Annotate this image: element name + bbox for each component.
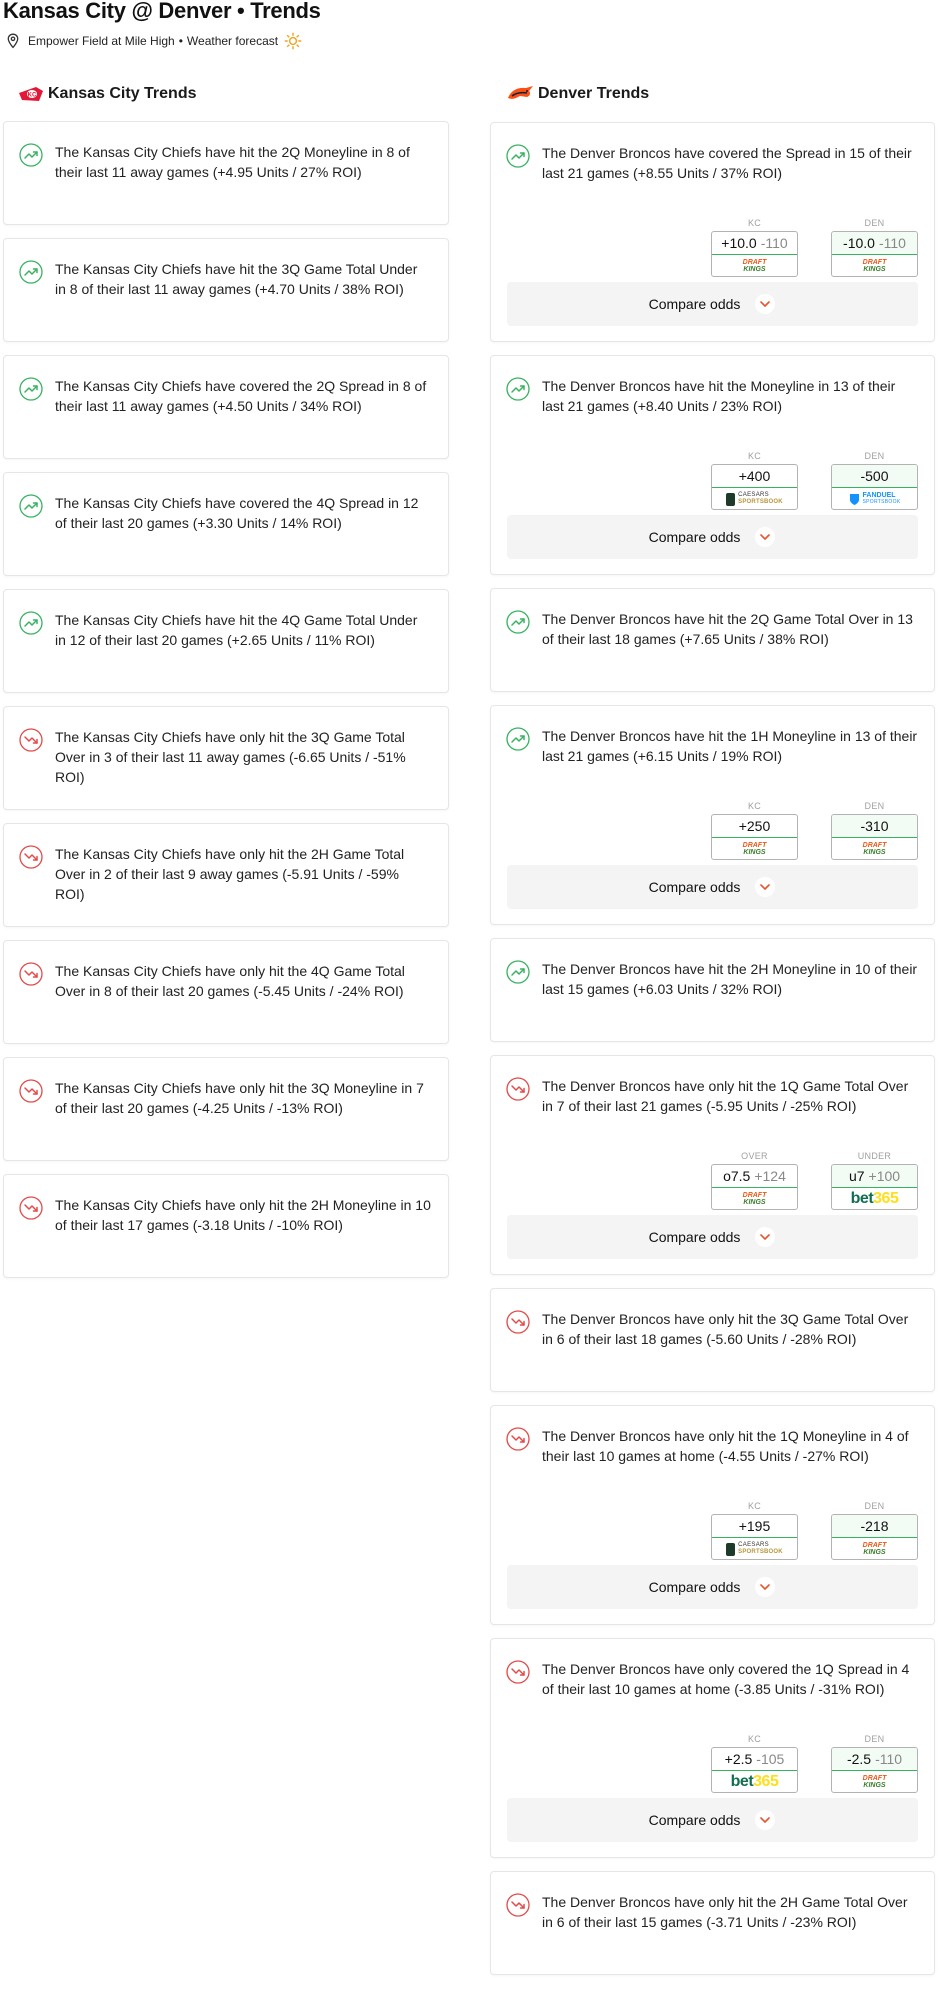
sportsbook bbox=[712, 1188, 797, 1210]
weather-forecast-link[interactable]: Weather forecast bbox=[186, 34, 279, 48]
odds-line: u7 bbox=[848, 1168, 865, 1184]
chevron-down-icon bbox=[754, 1226, 776, 1248]
sportsbook bbox=[832, 488, 917, 510]
trend-card bbox=[3, 355, 449, 459]
odds-box[interactable] bbox=[831, 1747, 918, 1793]
trend-text: The Kansas City Chiefs have hit the 4Q Game Total Under in 12 of their last 20 games (+2.65 Units / 11% ROI) bbox=[55, 612, 418, 648]
caesars-logo-line1: CAESARS bbox=[738, 492, 769, 498]
sportsbook bbox=[832, 1771, 917, 1793]
trend-card bbox=[3, 589, 449, 693]
odds-value bbox=[832, 1748, 917, 1771]
odds-value bbox=[712, 1165, 797, 1188]
odds-value bbox=[832, 465, 917, 488]
trend-up-icon bbox=[19, 260, 43, 284]
trend-text: The Denver Broncos have only covered the 1Q Spread in 4 of their last 10 games at home (-3.85 Units / -31% ROI) bbox=[542, 1661, 910, 1697]
trend-text: The Denver Broncos have only hit the 1Q Moneyline in 4 of their last 10 games at home (-4.55 Units / -27% ROI) bbox=[542, 1428, 909, 1464]
odds-box[interactable] bbox=[711, 1164, 798, 1210]
fanduel-shield-icon bbox=[849, 493, 860, 506]
draftkings-logo-line2: KINGS bbox=[743, 266, 766, 273]
compare-odds-label: Compare odds bbox=[648, 1812, 741, 1828]
chevron-down-icon bbox=[754, 876, 776, 898]
chiefs-logo-icon bbox=[18, 84, 44, 104]
venue-line bbox=[6, 32, 302, 50]
odds-box[interactable] bbox=[831, 1514, 918, 1560]
bet365-logo-line2: 365 bbox=[753, 1773, 779, 1790]
trend-text: The Kansas City Chiefs have only hit the 2H Moneyline in 10 of their last 17 games (-3.18 Units / -10% ROI) bbox=[55, 1197, 431, 1233]
odds-box[interactable] bbox=[711, 231, 798, 277]
trend-text: The Kansas City Chiefs have covered the 4Q Spread in 12 of their last 20 games (+3.30 Units / 14% ROI) bbox=[55, 495, 419, 531]
caesars-crest-icon bbox=[726, 493, 735, 506]
draftkings-logo bbox=[863, 1542, 887, 1556]
trend-up-icon bbox=[19, 611, 43, 635]
odds-box[interactable] bbox=[831, 464, 918, 510]
draftkings-logo-line2: KINGS bbox=[863, 1549, 886, 1556]
compare-odds-button[interactable] bbox=[507, 1565, 918, 1609]
trend-text: The Kansas City Chiefs have only hit the 3Q Moneyline in 7 of their last 20 games (-4.25 Units / -13% ROI) bbox=[55, 1080, 424, 1116]
compare-odds-button[interactable] bbox=[507, 865, 918, 909]
chevron-down-icon bbox=[754, 1809, 776, 1831]
odds-label: KC bbox=[747, 1501, 762, 1511]
odds-label: DEN bbox=[864, 218, 885, 228]
sun-icon bbox=[284, 32, 302, 50]
draftkings-logo-line2: KINGS bbox=[863, 266, 886, 273]
compare-odds-button[interactable] bbox=[507, 1215, 918, 1259]
trend-card bbox=[490, 122, 935, 342]
odds-value bbox=[832, 232, 917, 255]
odds-box[interactable] bbox=[711, 1514, 798, 1560]
trend-down-icon bbox=[506, 1077, 530, 1101]
compare-odds-button[interactable] bbox=[507, 515, 918, 559]
odds-button-kc[interactable] bbox=[711, 450, 798, 510]
trend-down-icon bbox=[19, 845, 43, 869]
odds-value bbox=[712, 1515, 797, 1538]
compare-odds-label: Compare odds bbox=[648, 879, 741, 895]
odds-line: o7.5 bbox=[723, 1168, 751, 1184]
chevron-down-icon bbox=[754, 1576, 776, 1598]
sportsbook bbox=[712, 255, 797, 277]
kc-column-title: Kansas City Trends bbox=[48, 85, 197, 102]
draftkings-logo-line2: KINGS bbox=[863, 1782, 886, 1789]
trend-text: The Denver Broncos have only hit the 2H Game Total Over in 6 of their last 15 games (-3.71 Units / -23% ROI) bbox=[542, 1894, 908, 1930]
draftkings-logo bbox=[863, 259, 887, 273]
caesars-logo-line2: SPORTSBOOK bbox=[738, 499, 783, 505]
odds-label: DEN bbox=[864, 451, 885, 461]
odds-value bbox=[832, 1165, 917, 1188]
draftkings-logo-line2: KINGS bbox=[863, 849, 886, 856]
odds-button-kc[interactable] bbox=[711, 1500, 798, 1560]
trend-down-icon bbox=[19, 728, 43, 752]
compare-odds-label: Compare odds bbox=[648, 296, 741, 312]
trend-card bbox=[3, 940, 449, 1044]
odds-label: KC bbox=[747, 218, 762, 228]
odds-label: OVER bbox=[741, 1151, 768, 1161]
odds-box[interactable] bbox=[711, 1747, 798, 1793]
trend-up-icon bbox=[506, 377, 530, 401]
kc-column-header bbox=[18, 82, 197, 106]
bet365-logo-line1: bet bbox=[850, 1190, 874, 1207]
trend-card bbox=[3, 238, 449, 342]
odds-label: DEN bbox=[864, 801, 885, 811]
odds-price: -110 bbox=[875, 1751, 903, 1767]
odds-button-den[interactable] bbox=[831, 450, 918, 510]
bet365-logo-line1: bet bbox=[730, 1773, 754, 1790]
draftkings-logo-line1: DRAFT bbox=[742, 259, 767, 266]
trend-down-icon bbox=[506, 1310, 530, 1334]
trend-text: The Denver Broncos have only hit the 1Q Game Total Over in 7 of their last 21 games (-5.95 Units / -25% ROI) bbox=[542, 1078, 909, 1114]
trend-card bbox=[3, 706, 449, 810]
odds-line: +400 bbox=[738, 468, 771, 484]
trend-card bbox=[490, 355, 935, 575]
broncos-logo-icon bbox=[506, 84, 534, 104]
trend-card bbox=[490, 1288, 935, 1392]
odds-value bbox=[712, 815, 797, 838]
draftkings-logo-line1: DRAFT bbox=[862, 259, 887, 266]
sportsbook bbox=[832, 1188, 917, 1210]
trend-up-icon bbox=[19, 377, 43, 401]
caesars-crest-icon bbox=[726, 1543, 735, 1556]
trend-up-icon bbox=[19, 494, 43, 518]
odds-value bbox=[832, 815, 917, 838]
trend-card bbox=[3, 121, 449, 225]
trend-text: The Denver Broncos have hit the 1H Moneyline in 13 of their last 21 games (+6.15 Units / 19% ROI) bbox=[542, 728, 918, 764]
draftkings-logo-line1: DRAFT bbox=[862, 1775, 887, 1782]
trend-text: The Denver Broncos have only hit the 3Q Game Total Over in 6 of their last 18 games (-5.60 Units / -28% ROI) bbox=[542, 1311, 909, 1347]
odds-label: UNDER bbox=[857, 1151, 892, 1161]
odds-value bbox=[712, 1748, 797, 1771]
odds-line: +10.0 bbox=[721, 235, 757, 251]
sportsbook bbox=[712, 1771, 797, 1793]
odds-value bbox=[712, 232, 797, 255]
odds-box[interactable] bbox=[711, 814, 798, 860]
trend-card bbox=[490, 705, 935, 925]
sportsbook bbox=[712, 488, 797, 510]
chevron-down-icon bbox=[754, 526, 776, 548]
fanduel-logo bbox=[849, 492, 901, 506]
odds-box[interactable] bbox=[831, 1164, 918, 1210]
odds-button-kc[interactable] bbox=[711, 1733, 798, 1793]
bet365-logo bbox=[851, 1190, 899, 1208]
trend-up-icon bbox=[506, 144, 530, 168]
trend-text: The Kansas City Chiefs have hit the 3Q Game Total Under in 8 of their last 11 away games (+4.70 Units / 38% ROI) bbox=[55, 261, 418, 297]
odds-box[interactable] bbox=[831, 814, 918, 860]
trend-down-icon bbox=[19, 1196, 43, 1220]
draftkings-logo-line2: KINGS bbox=[743, 849, 766, 856]
sportsbook bbox=[712, 838, 797, 860]
odds-value bbox=[832, 1515, 917, 1538]
odds-line: -218 bbox=[860, 1518, 889, 1534]
den-column-title: Denver Trends bbox=[538, 85, 650, 102]
sportsbook bbox=[832, 838, 917, 860]
draftkings-logo-line2: KINGS bbox=[743, 1199, 766, 1206]
fanduel-logo-line2: SPORTSBOOK bbox=[862, 499, 901, 505]
trend-card bbox=[490, 1638, 935, 1858]
trend-card bbox=[3, 823, 449, 927]
venue-separator: • bbox=[178, 34, 183, 48]
odds-value bbox=[712, 465, 797, 488]
trend-card bbox=[3, 1174, 449, 1278]
den-column-header bbox=[506, 82, 649, 106]
sportsbook bbox=[832, 1538, 917, 1560]
odds-price: -110 bbox=[878, 235, 906, 251]
trend-down-icon bbox=[19, 1079, 43, 1103]
trend-up-icon bbox=[506, 610, 530, 634]
bet365-logo-line2: 365 bbox=[873, 1190, 899, 1207]
draftkings-logo bbox=[863, 1775, 887, 1789]
bet365-logo bbox=[731, 1773, 779, 1791]
odds-button-den[interactable] bbox=[831, 217, 918, 277]
trend-text: The Denver Broncos have hit the 2H Moneyline in 10 of their last 15 games (+6.03 Units / 32% ROI) bbox=[542, 961, 918, 997]
odds-line: +195 bbox=[738, 1518, 771, 1534]
odds-box[interactable] bbox=[711, 464, 798, 510]
draftkings-logo bbox=[743, 1192, 767, 1206]
trend-up-icon bbox=[506, 727, 530, 751]
compare-odds-label: Compare odds bbox=[648, 1229, 741, 1245]
trend-text: The Kansas City Chiefs have hit the 2Q Moneyline in 8 of their last 11 away games (+4.95 Units / 27% ROI) bbox=[55, 144, 410, 180]
odds-label: KC bbox=[747, 1734, 762, 1744]
odds-label: DEN bbox=[864, 1734, 885, 1744]
trend-text: The Denver Broncos have covered the Spread in 15 of their last 21 games (+8.55 Units / 37% ROI) bbox=[542, 145, 912, 181]
caesars-logo-line1: CAESARS bbox=[738, 1542, 769, 1548]
draftkings-logo-line1: DRAFT bbox=[742, 1192, 767, 1199]
odds-price: +100 bbox=[868, 1168, 901, 1184]
caesars-logo-line2: SPORTSBOOK bbox=[738, 1549, 783, 1555]
sportsbook bbox=[712, 1538, 797, 1560]
draftkings-logo-line1: DRAFT bbox=[742, 842, 767, 849]
trend-text: The Kansas City Chiefs have only hit the 4Q Game Total Over in 8 of their last 20 games (-5.45 Units / -24% ROI) bbox=[55, 963, 405, 999]
trend-up-icon bbox=[506, 960, 530, 984]
odds-label: KC bbox=[747, 801, 762, 811]
caesars-logo bbox=[726, 1542, 783, 1556]
trend-text: The Kansas City Chiefs have covered the 2Q Spread in 8 of their last 11 away games (+4.50 Units / 34% ROI) bbox=[55, 378, 427, 414]
odds-line: +2.5 bbox=[724, 1751, 753, 1767]
odds-button-den[interactable] bbox=[831, 800, 918, 860]
trend-card bbox=[490, 1871, 935, 1975]
location-pin-icon bbox=[6, 33, 20, 49]
odds-price: +124 bbox=[754, 1168, 786, 1184]
trend-down-icon bbox=[506, 1427, 530, 1451]
odds-button-den[interactable] bbox=[831, 1500, 918, 1560]
odds-box[interactable] bbox=[831, 231, 918, 277]
odds-line: -500 bbox=[860, 468, 889, 484]
odds-price: -110 bbox=[760, 235, 788, 251]
trend-down-icon bbox=[506, 1660, 530, 1684]
trend-down-icon bbox=[19, 962, 43, 986]
trend-card bbox=[490, 1055, 935, 1275]
svg-text:KC: KC bbox=[27, 92, 37, 99]
odds-button-under[interactable] bbox=[831, 1150, 918, 1210]
page-title: Kansas City @ Denver • Trends bbox=[3, 0, 321, 23]
draftkings-logo-line1: DRAFT bbox=[862, 1542, 887, 1549]
venue-name: Empower Field at Mile High bbox=[28, 34, 175, 48]
odds-label: DEN bbox=[864, 1501, 885, 1511]
draftkings-logo bbox=[863, 842, 887, 856]
odds-line: +250 bbox=[738, 818, 771, 834]
odds-price: -105 bbox=[756, 1751, 785, 1767]
trend-text: The Denver Broncos have hit the Moneyline in 13 of their last 21 games (+8.40 Units / 23% ROI) bbox=[542, 378, 896, 414]
trend-text: The Kansas City Chiefs have only hit the 3Q Game Total Over in 3 of their last 11 away games (-6.65 Units / -51% ROI) bbox=[55, 729, 406, 785]
odds-line: -10.0 bbox=[843, 235, 875, 251]
odds-button-kc[interactable] bbox=[711, 800, 798, 860]
chevron-down-icon bbox=[754, 293, 776, 315]
trend-card bbox=[490, 588, 935, 692]
trend-card bbox=[3, 1057, 449, 1161]
odds-button-over[interactable] bbox=[711, 1150, 798, 1210]
odds-label: KC bbox=[747, 451, 762, 461]
compare-odds-label: Compare odds bbox=[648, 1579, 741, 1595]
odds-line: -2.5 bbox=[846, 1751, 872, 1767]
caesars-logo bbox=[726, 492, 783, 506]
trend-text: The Denver Broncos have hit the 2Q Game Total Over in 13 of their last 18 games (+7.65 Units / 38% ROI) bbox=[542, 611, 913, 647]
trend-card bbox=[490, 1405, 935, 1625]
trend-text: The Kansas City Chiefs have only hit the 2H Game Total Over in 2 of their last 9 away games (-5.91 Units / -59% ROI) bbox=[55, 846, 405, 902]
compare-odds-label: Compare odds bbox=[648, 529, 741, 545]
draftkings-logo-line1: DRAFT bbox=[862, 842, 887, 849]
trend-down-icon bbox=[506, 1893, 530, 1917]
fanduel-logo-line1: FANDUEL bbox=[862, 492, 896, 499]
compare-odds-button[interactable] bbox=[507, 1798, 918, 1842]
odds-line: -310 bbox=[860, 818, 889, 834]
compare-odds-button[interactable] bbox=[507, 282, 918, 326]
draftkings-logo bbox=[743, 842, 767, 856]
trend-card bbox=[490, 938, 935, 1042]
odds-button-den[interactable] bbox=[831, 1733, 918, 1793]
draftkings-logo bbox=[743, 259, 767, 273]
trend-up-icon bbox=[19, 143, 43, 167]
trend-card bbox=[3, 472, 449, 576]
sportsbook bbox=[832, 255, 917, 277]
odds-button-kc[interactable] bbox=[711, 217, 798, 277]
